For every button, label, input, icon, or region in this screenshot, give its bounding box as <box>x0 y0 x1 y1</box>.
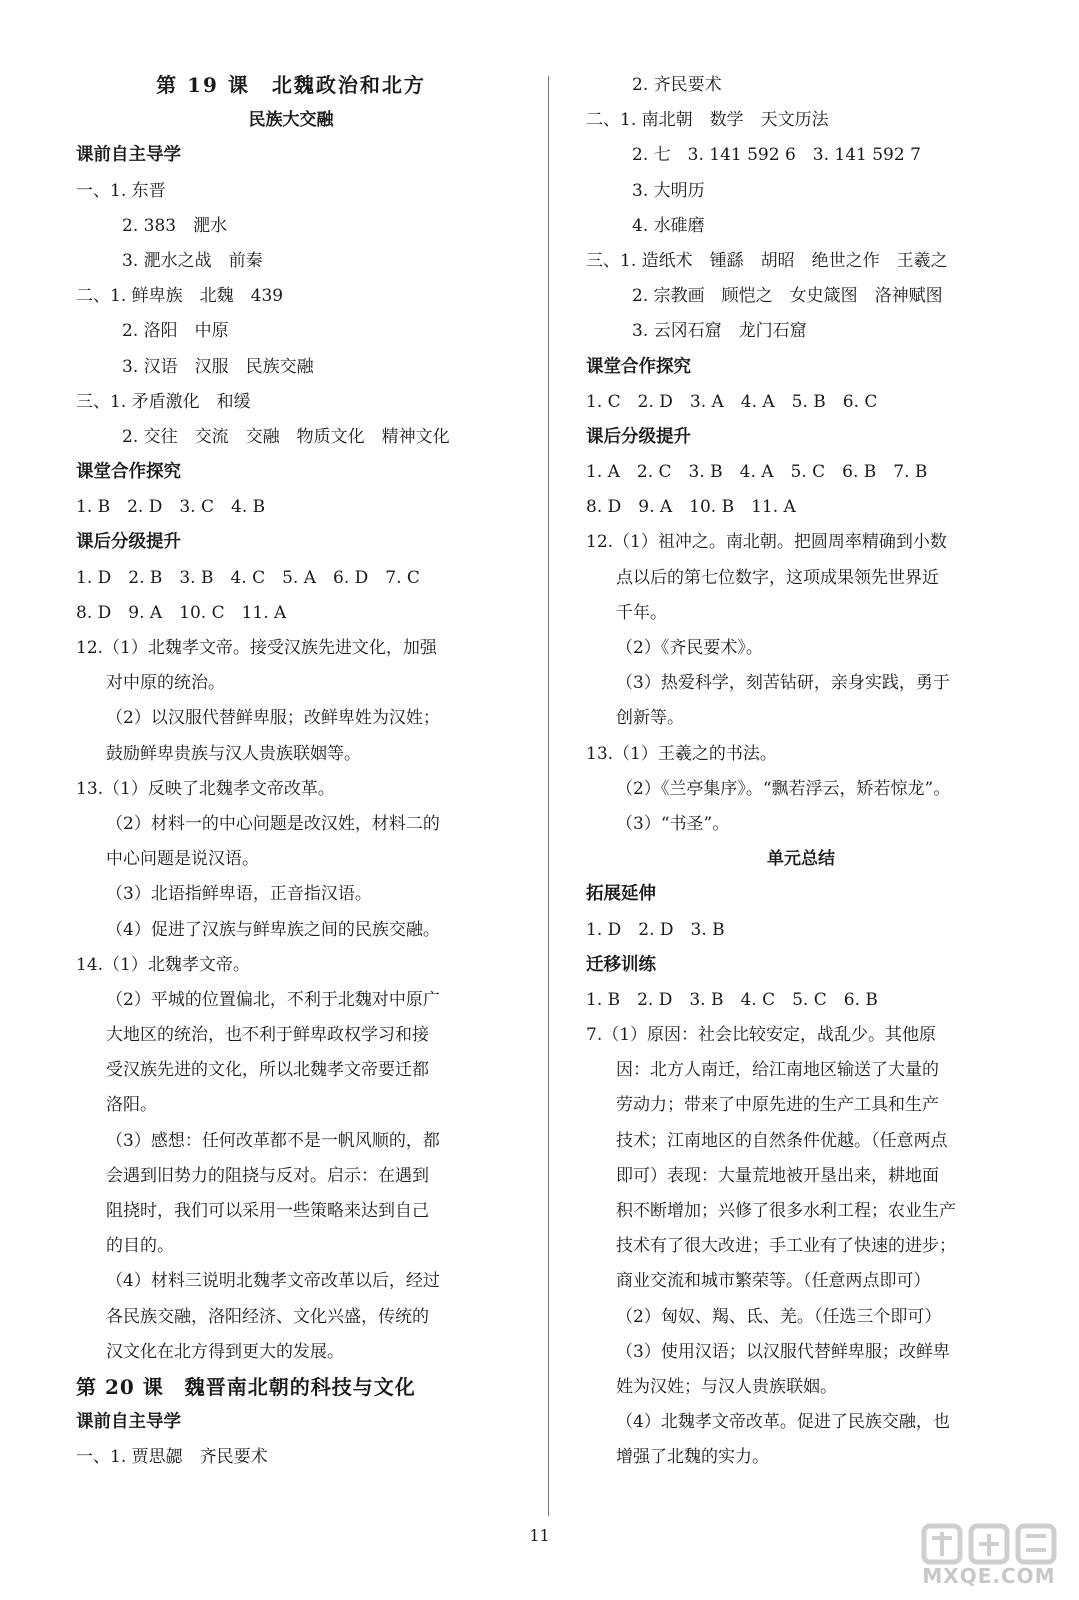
answer-line: 姓为汉姓；与汉人贵族联姻。 <box>616 1376 837 1397</box>
answer-line: 大地区的统治，也不利于鲜卑政权学习和接 <box>106 1025 429 1046</box>
answer-line: 会遇到旧势力的阻挠与反对。启示：在遇到 <box>106 1165 429 1186</box>
answer-line: （3）“书圣”。 <box>616 813 730 834</box>
answer-line: 3. 汉语 汉服 民族交融 <box>122 356 314 377</box>
answer-line: 13.（1）反映了北魏孝文帝改革。 <box>76 778 335 799</box>
answer-line: 8. D 9. A 10. B 11. A <box>586 497 796 518</box>
answer-line: （2）平城的位置偏北，不利于北魏对中原广 <box>106 989 440 1010</box>
section-heading: 拓展延伸 <box>586 884 656 905</box>
answer-line: 12.（1）北魏孝文帝。接受汉族先进文化，加强 <box>76 638 437 658</box>
answer-line: 劳动力；带来了中原先进的生产工具和生产 <box>616 1095 939 1116</box>
answer-line: 三、1. 矛盾激化 和缓 <box>76 391 251 412</box>
column-divider <box>548 76 549 1516</box>
answer-line: 2. 交往 交流 交融 物质文化 精神文化 <box>122 426 450 447</box>
answer-line: 8. D 9. A 10. C 11. A <box>76 602 287 623</box>
answer-line: （2）《齐民要术》。 <box>616 638 763 658</box>
answer-line: 2. 齐民要术 <box>632 75 722 95</box>
lesson-title: 第 20 课 魏晋南北朝的科技与文化 <box>76 1374 416 1399</box>
watermark-text: MXQE.COM <box>922 1564 1056 1588</box>
answer-line: （3）热爱科学，刻苦钻研，亲身实践，勇于 <box>616 673 950 694</box>
section-subtitle: 单元总结 <box>767 849 835 870</box>
page-number: 11 <box>529 1526 550 1545</box>
answer-line: 二、1. 南北朝 数学 天文历法 <box>586 110 829 131</box>
answer-line: 1. B 2. D 3. C 4. B <box>76 497 266 518</box>
section-heading: 迁移训练 <box>586 954 656 975</box>
answer-line: 一、1. 东晋 <box>76 180 166 201</box>
answer-line: （3）使用汉语；以汉服代替鲜卑服；改鲜卑 <box>616 1341 950 1362</box>
answer-line: 3. 云冈石窟 龙门石窟 <box>632 321 807 342</box>
right-column <box>586 68 1016 1476</box>
lesson-title: 第 19 课 北魏政治和北方 <box>156 73 426 97</box>
answer-line: 技术；江南地区的自然条件优越。（任意两点 <box>616 1130 948 1151</box>
answer-line: 即可）表现：大量荒地被开垦出来，耕地面 <box>616 1165 939 1186</box>
answer-line: 商业交流和城市繁荣等。（任意两点即可） <box>616 1271 931 1292</box>
answer-line: 鼓励鲜卑贵族与汉人贵族联姻等。 <box>106 743 361 764</box>
answer-line: 2. 七 3. 141 592 6 3. 141 592 7 <box>632 145 921 166</box>
answer-line: 阻挠时，我们可以采用一些策略来达到自己 <box>106 1201 429 1221</box>
answer-line: （2）匈奴、羯、氐、羌。（任选三个即可） <box>616 1306 942 1327</box>
answer-line: （4）材料三说明北魏孝文帝改革以后，经过 <box>106 1271 440 1292</box>
answer-line: （2）材料一的中心问题是改汉姓，材料二的 <box>106 813 440 834</box>
answer-line: 1. D 2. D 3. B <box>586 919 725 940</box>
left-column <box>76 68 506 1476</box>
answer-line: 技术有了很大改进；手工业有了快速的进步； <box>616 1236 956 1257</box>
section-heading: 课后分级提升 <box>76 532 181 553</box>
answer-line: 各民族交融，洛阳经济、文化兴盛，传统的 <box>106 1306 429 1327</box>
answer-line: 积不断增加；兴修了很多水利工程；农业生产 <box>616 1201 956 1221</box>
answer-line: 受汉族先进的文化，所以北魏孝文帝要迁都 <box>106 1060 429 1081</box>
answer-line: （3）感想：任何改革都不是一帆风顺的，都 <box>106 1130 440 1151</box>
answer-line: 增强了北魏的实力。 <box>616 1447 769 1468</box>
answer-line: 14.（1）北魏孝文帝。 <box>76 954 250 975</box>
answer-line: 2. 383 淝水 <box>122 215 228 236</box>
answer-line: 创新等。 <box>616 708 684 729</box>
answer-line: 13.（1）王羲之的书法。 <box>586 743 777 764</box>
answer-line: 汉文化在北方得到更大的发展。 <box>106 1341 344 1362</box>
section-heading: 课前自主导学 <box>76 145 181 166</box>
answer-line: （4）北魏孝文帝改革。促进了民族交融，也 <box>616 1412 950 1433</box>
answer-line: 二、1. 鲜卑族 北魏 439 <box>76 286 284 307</box>
answer-line: 1. A 2. C 3. B 4. A 5. C 6. B 7. B <box>586 462 928 483</box>
watermark <box>914 1518 1064 1592</box>
section-heading: 课前自主导学 <box>76 1412 181 1433</box>
answer-line: （2）《兰亭集序》。“飘若浮云，矫若惊龙”。 <box>616 778 951 799</box>
answer-line: 三、1. 造纸术 锺繇 胡昭 绝世之作 王羲之 <box>586 250 948 271</box>
answer-line: 2. 洛阳 中原 <box>122 321 229 342</box>
answer-line: 因：北方人南迁，给江南地区输送了大量的 <box>616 1060 939 1081</box>
section-heading: 课后分级提升 <box>586 426 691 447</box>
answer-line: 1. D 2. B 3. B 4. C 5. A 6. D 7. C <box>76 567 420 588</box>
answer-line: 7.（1）原因：社会比较安定，战乱少。其他原 <box>586 1025 937 1046</box>
section-heading: 课堂合作探究 <box>76 462 181 483</box>
answer-line: 2. 宗教画 顾恺之 女史箴图 洛神赋图 <box>632 286 943 307</box>
answer-line: 3. 大明历 <box>632 180 705 201</box>
answer-line: 1. C 2. D 3. A 4. A 5. B 6. C <box>586 391 878 412</box>
answer-line: 一、1. 贾思勰 齐民要术 <box>76 1447 268 1468</box>
answer-line: 3. 淝水之战 前秦 <box>122 250 263 271</box>
answer-line: （2）以汉服代替鲜卑服；改鲜卑姓为汉姓； <box>106 708 440 729</box>
answer-line: 1. B 2. D 3. B 4. C 5. C 6. B <box>586 989 878 1010</box>
answer-line: （4）促进了汉族与鲜卑族之间的民族交融。 <box>106 919 440 940</box>
answer-line: 中心问题是说汉语。 <box>106 849 259 870</box>
section-heading: 课堂合作探究 <box>586 356 691 377</box>
answer-line: 对中原的统治。 <box>106 673 225 694</box>
section-subtitle: 民族大交融 <box>248 110 334 131</box>
answer-line: 点以后的第七位数字，这项成果领先世界近 <box>616 567 939 588</box>
answer-line: 12.（1）祖冲之。南北朝。把圆周率精确到小数 <box>586 532 947 553</box>
answer-line: 4. 水碓磨 <box>632 215 705 236</box>
answer-line: （3）北语指鲜卑语，正音指汉语。 <box>106 884 372 905</box>
answer-line: 的目的。 <box>106 1236 174 1257</box>
answer-line: 千年。 <box>616 602 667 623</box>
answer-stamp-logo-icon <box>914 1518 1064 1568</box>
answer-line: 洛阳。 <box>106 1095 157 1116</box>
